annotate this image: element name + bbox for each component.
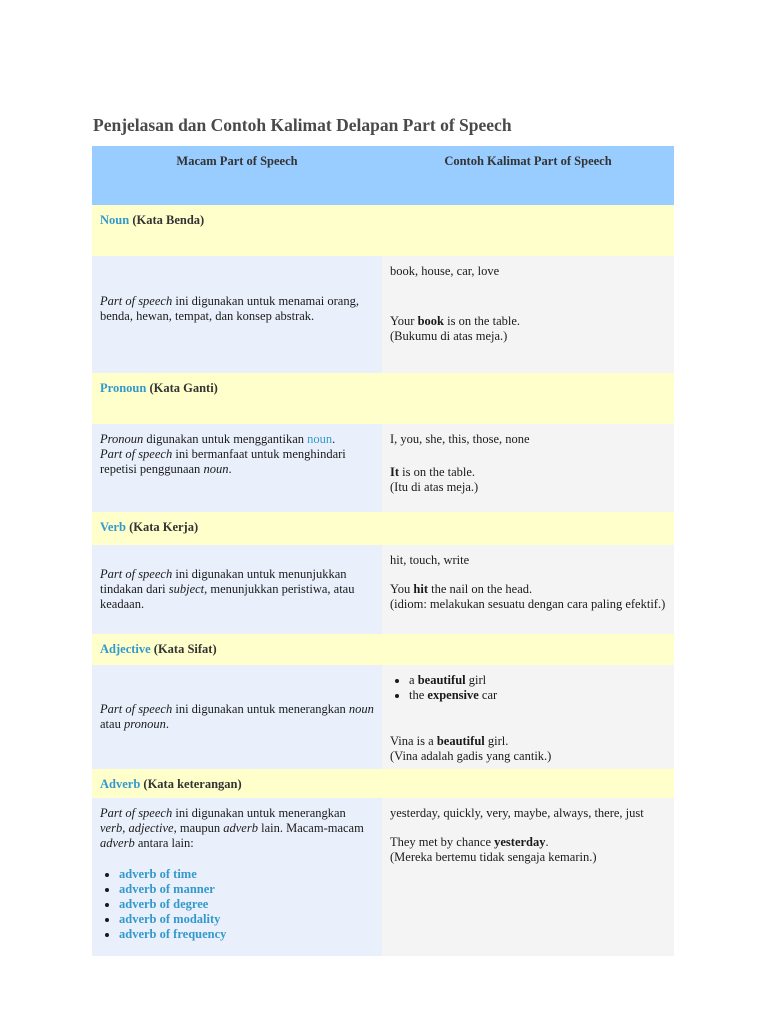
adjective-description: Part of speech ini digunakan untuk menerangkan noun atau pronoun. [92,665,382,769]
example-words: yesterday, quickly, very, maybe, always, there, just [390,806,644,820]
adjective-example [382,665,674,769]
example-sentence: It is on the table. [390,465,476,479]
example-sentence: They met by chance yesterday. [390,835,549,849]
table-row-noun [92,256,674,373]
example-words: book, house, car, love [390,264,500,278]
category-row-adverb [92,769,674,798]
list-item: • adverb of time [119,867,374,882]
desc-text: ini digunakan untuk menamai orang, benda, hewan, tempat, dan konsep abstrak. [100,293,359,323]
page-title: Penjelasan dan Contoh Kalimat Delapan Part of Speech [93,115,512,135]
list-item: • adverb of manner [119,882,374,897]
term-adjective: Adjective [100,642,151,656]
category-row-pronoun [92,373,674,424]
table-row-adjective [92,665,674,769]
example-translation: (idiom: melakukan sesuatu dengan cara paling efektif.) [390,597,666,611]
adverb-example [382,798,674,956]
example-translation: (Bukumu di atas meja.) [390,329,508,343]
pronoun-example [382,424,674,512]
adverb-description: Part of speech ini digunakan untuk menerangkan verb, adjective, maupun adverb lain. Macam-macam adverb antara lain: • adverb of time • adverb of manner • adverb of degree • adverb of modality • adverb of frequency [92,798,382,956]
category-row-adjective [92,634,674,665]
noun-description [92,256,382,373]
header-type: Macam Part of Speech [92,146,382,205]
table-row-verb [92,545,674,634]
header-example: Contoh Kalimat Part of Speech [382,146,674,205]
example-translation: (Vina adalah gadis yang cantik.) [390,749,552,763]
example-words: I, you, she, this, those, none [390,432,530,446]
adjective-example-list [390,673,666,703]
example-sentence: Your book is on the table. [390,314,521,328]
desc-em: Part of speech [100,293,173,308]
example-sentence: You hit the nail on the head. [390,582,533,596]
pronoun-description: Pronoun digunakan untuk menggantikan noun. Part of speech ini bermanfaat untuk menghindari repetisi penggunaan noun. [92,424,382,512]
verb-example [382,545,674,634]
term-adverb-label: (Kata keterangan) [140,777,242,791]
list-item: • a beautiful girl [409,673,666,688]
list-item: • adverb of frequency [119,927,374,942]
noun-example [382,256,674,373]
term-pronoun-label: (Kata Ganti) [146,381,218,395]
example-translation: (Mereka bertemu tidak sengaja kemarin.) [390,850,597,864]
list-item: • adverb of degree [119,897,374,912]
example-sentence: Vina is a beautiful girl. [390,734,509,748]
term-adjective-label: (Kata Sifat) [150,642,217,656]
term-adverb: Adverb [100,777,141,791]
category-row-noun [92,205,674,256]
category-row-verb [92,512,674,545]
example-translation: (Itu di atas meja.) [390,480,479,494]
adverb-type-list [100,867,374,942]
term-verb-label: (Kata Kerja) [125,520,199,534]
table-row-pronoun [92,424,674,512]
table-row-adverb [92,798,674,956]
list-item: • the expensive car [409,688,666,703]
term-noun: Noun [100,213,130,227]
part-of-speech-table [92,146,674,956]
example-words: hit, touch, write [390,553,470,567]
table-header-row [92,146,674,205]
term-verb: Verb [100,520,126,534]
list-item: • adverb of modality [119,912,374,927]
term-noun-label: (Kata Benda) [129,213,205,227]
term-pronoun: Pronoun [100,381,147,395]
verb-description: Part of speech ini digunakan untuk menunjukkan tindakan dari subject, menunjukkan peristiwa, atau keadaan. [92,545,382,634]
